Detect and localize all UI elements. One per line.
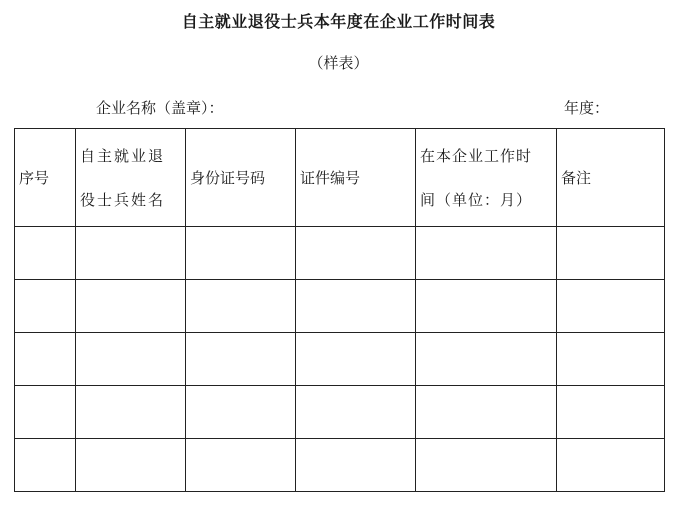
table-cell-certificate[interactable] (296, 333, 416, 386)
table-row (15, 227, 665, 280)
table-cell-certificate[interactable] (296, 227, 416, 280)
header-label-line1: 自主就业退 (80, 146, 166, 165)
table-cell-serial[interactable] (15, 227, 76, 280)
table-cell-serial[interactable] (15, 439, 76, 492)
table-cell-id-number[interactable] (186, 386, 296, 439)
header-label: 备注 (561, 168, 592, 187)
table-row (15, 280, 665, 333)
header-certificate-number (296, 129, 416, 227)
table-cell-certificate[interactable] (296, 439, 416, 492)
header-label-line1: 在本企业工作时 (420, 146, 533, 165)
header-work-months (416, 129, 557, 227)
table-cell-serial[interactable] (15, 386, 76, 439)
table-cell-remarks[interactable] (557, 386, 665, 439)
table-cell-serial[interactable] (15, 333, 76, 386)
header-serial-number (15, 129, 76, 227)
header-label: 序号 (19, 168, 50, 187)
table-cell-name[interactable] (76, 439, 186, 492)
table-cell-serial[interactable] (15, 280, 76, 333)
header-label-line2: 役士兵姓名 (80, 190, 166, 209)
table-cell-remarks[interactable] (557, 439, 665, 492)
table-cell-certificate[interactable] (296, 280, 416, 333)
company-name-label: 企业名称（盖章）： (96, 99, 224, 117)
header-label: 证件编号 (300, 168, 361, 187)
table-cell-id-number[interactable] (186, 227, 296, 280)
document-subtitle: （样表） (308, 54, 369, 72)
table-cell-remarks[interactable] (557, 227, 665, 280)
table-cell-certificate[interactable] (296, 386, 416, 439)
table-row (15, 386, 665, 439)
year-label: 年度： (564, 99, 610, 117)
table-row (15, 333, 665, 386)
header-id-number (186, 129, 296, 227)
header-label-line2: 间（单位：月） (420, 190, 533, 209)
header-remarks (557, 129, 665, 227)
table-cell-remarks[interactable] (557, 280, 665, 333)
table-cell-name[interactable] (76, 227, 186, 280)
work-time-table (14, 128, 665, 492)
table-cell-name[interactable] (76, 333, 186, 386)
table-cell-work-months[interactable] (416, 333, 557, 386)
table-cell-id-number[interactable] (186, 439, 296, 492)
table-cell-work-months[interactable] (416, 386, 557, 439)
table-cell-name[interactable] (76, 280, 186, 333)
table-cell-work-months[interactable] (416, 439, 557, 492)
header-soldier-name (76, 129, 186, 227)
table-header-row (15, 129, 665, 227)
table-cell-work-months[interactable] (416, 280, 557, 333)
table-cell-id-number[interactable] (186, 333, 296, 386)
table-cell-remarks[interactable] (557, 333, 665, 386)
header-label: 身份证号码 (190, 168, 266, 187)
table-cell-id-number[interactable] (186, 280, 296, 333)
table-cell-work-months[interactable] (416, 227, 557, 280)
document-title: 自主就业退役士兵本年度在企业工作时间表 (181, 12, 496, 31)
table-row (15, 439, 665, 492)
table-cell-name[interactable] (76, 386, 186, 439)
